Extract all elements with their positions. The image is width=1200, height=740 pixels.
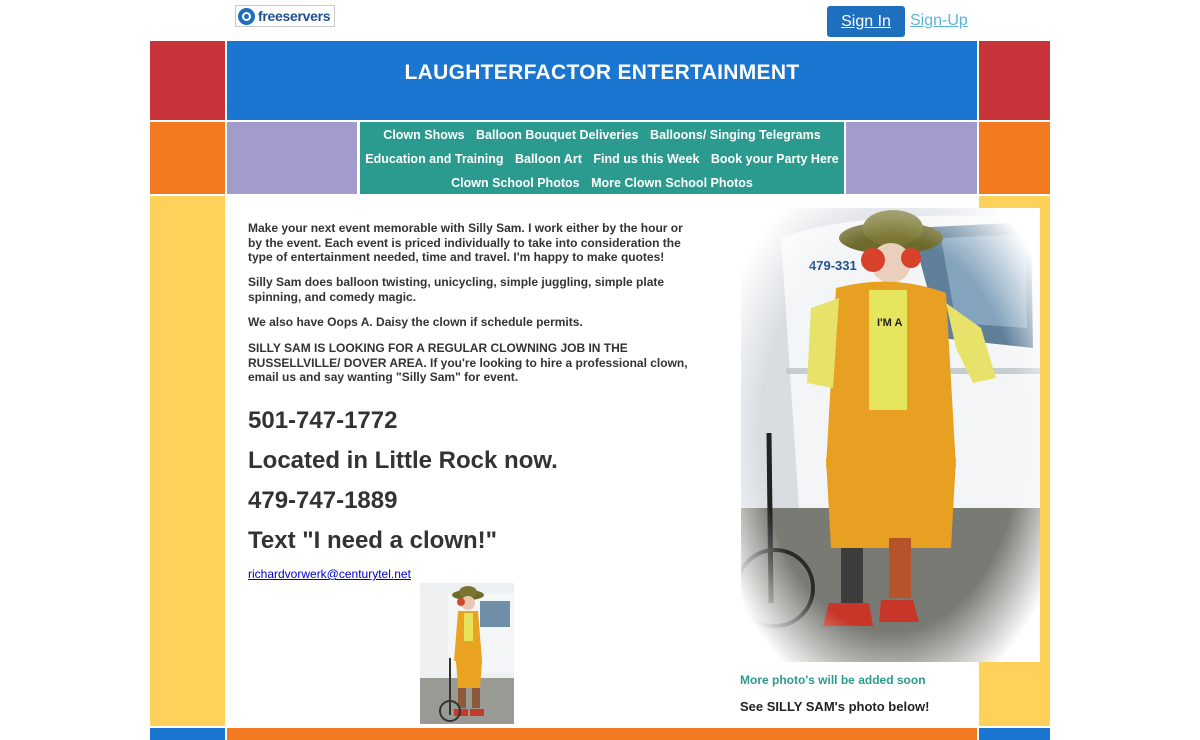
nav-row-1 — [360, 128, 844, 142]
lavender-block-left — [227, 122, 357, 194]
nav-link-balloons-singing-telegrams[interactable]: Balloons/ Singing Telegrams — [650, 128, 821, 142]
nav-link-education-and-training[interactable]: Education and Training — [365, 152, 504, 166]
blue-bottom-block-right — [979, 728, 1050, 740]
orange-block-left — [150, 122, 225, 194]
sign-up-link[interactable]: Sign-Up — [910, 12, 968, 29]
orange-block-right — [979, 122, 1050, 194]
photo-caption-see-below: See SILLY SAM's photo below! — [740, 699, 930, 714]
job-wanted-paragraph: SILLY SAM IS LOOKING FOR A REGULAR CLOWNING JOB IN THE RUSSELLVILLE/ DOVER AREA. If you're looking to hire a professional clown, email us and say wanting "Silly Sam" for event. — [248, 341, 688, 384]
orange-bottom-band — [227, 728, 977, 740]
nav-link-balloon-art[interactable]: Balloon Art — [514, 152, 582, 166]
site-title: LAUGHTERFACTOR ENTERTAINMENT — [404, 61, 800, 84]
blue-bottom-block-left — [150, 728, 225, 740]
nav-link-balloon-bouquet-deliveries[interactable]: Balloon Bouquet Deliveries — [476, 128, 639, 142]
clown-photo-large-image — [741, 208, 1040, 662]
intro-paragraph: Make your next event memorable with Silly Sam. I work either by the hour or by the event. Each event is priced individually to take into consideration the type of entertainment needed, time and travel. I'm happy to make quotes! — [248, 221, 683, 264]
red-corner-block-right — [979, 41, 1050, 120]
services-paragraph: Silly Sam does balloon twisting, unicycling, simple juggling, simple plate spinning, and comedy magic. — [248, 275, 665, 304]
yellow-side-column-left — [150, 196, 225, 726]
nav-link-find-us-this-week[interactable]: Find us this Week — [593, 152, 700, 166]
lavender-block-right — [846, 122, 977, 194]
nav-link-book-your-party[interactable]: Book your Party Here — [710, 152, 839, 166]
email-link[interactable]: richardvorwerk@centurytel.net — [248, 567, 411, 581]
clown-photo-small-image — [420, 583, 514, 724]
clown-photo-small[interactable] — [420, 583, 514, 724]
red-corner-block-left — [150, 41, 225, 120]
location-note: Located in Little Rock now. — [248, 447, 558, 474]
freeservers-logo[interactable] — [235, 5, 335, 27]
text-message-prompt: Text "I need a clown!" — [248, 527, 498, 554]
nav-row-2 — [360, 152, 844, 166]
nav-link-clown-school-photos[interactable]: Clown School Photos — [451, 176, 580, 190]
nav-row-3 — [360, 176, 844, 190]
clown-photo-large[interactable] — [741, 208, 1040, 662]
phone-number-primary: 501-747-1772 — [248, 407, 398, 434]
freeservers-logo-text: freeservers — [258, 8, 331, 24]
sign-in-button[interactable]: Sign In — [827, 6, 905, 37]
photo-caption-more-soon: More photo's will be added soon — [740, 673, 926, 687]
freeservers-logo-icon — [238, 8, 255, 25]
nav-link-more-clown-school-photos[interactable]: More Clown School Photos — [591, 176, 753, 190]
oops-daisy-paragraph: We also have Oops A. Daisy the clown if schedule permits. — [248, 315, 583, 329]
phone-number-secondary: 479-747-1889 — [248, 487, 398, 514]
nav-link-clown-shows[interactable]: Clown Shows — [383, 128, 465, 142]
